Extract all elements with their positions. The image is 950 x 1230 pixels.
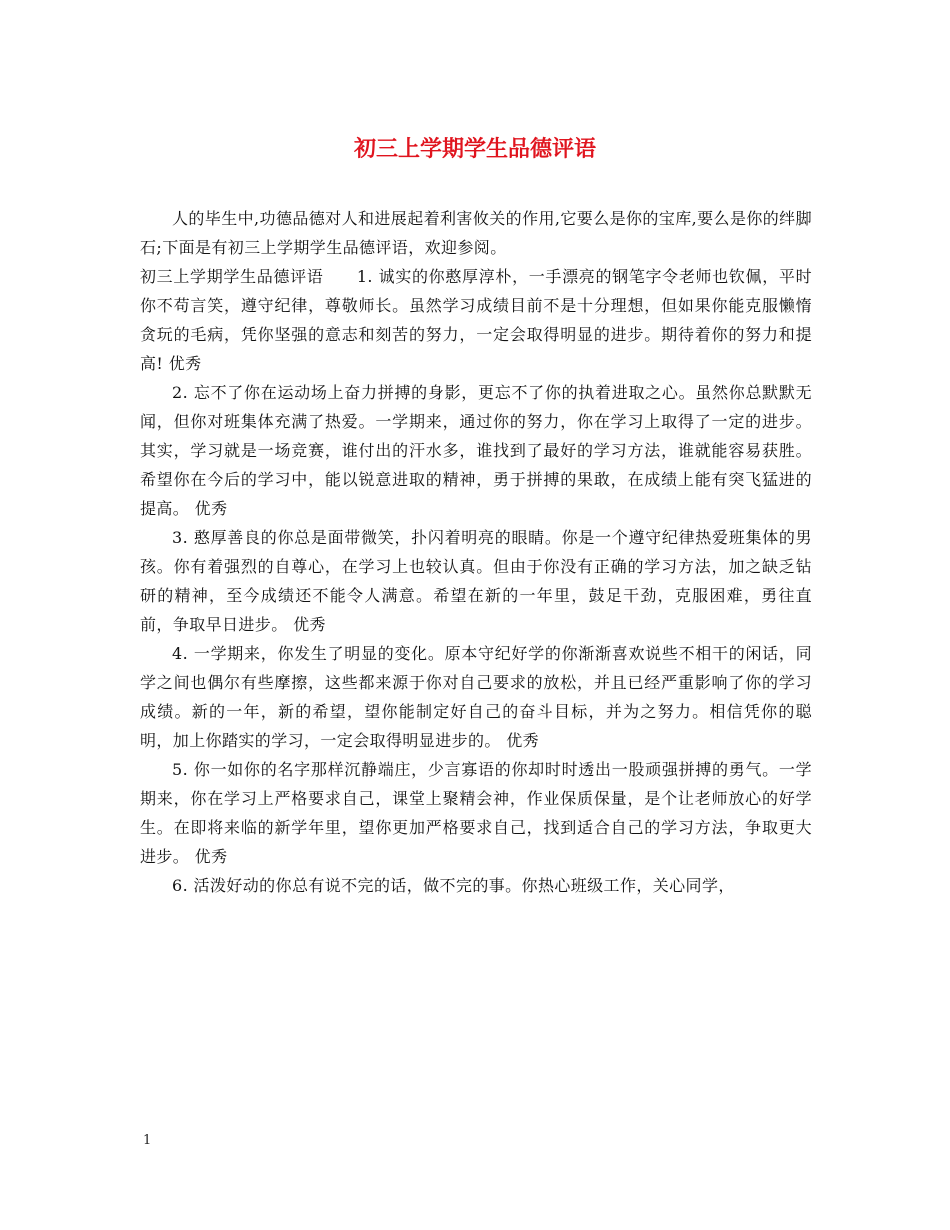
paragraph-6: 6. 活泼好动的你总有说不完的话，做不完的事。你热心班级工作，关心同学， (172, 876, 735, 895)
paragraph-4: 4. 一学期来，你发生了明显的变化。原本守纪好学的你渐渐喜欢说些不相干的闲话，同学之间也偶尔有些摩擦，这些都来源于你对自己要求的放松，并且已经严重影响了你的学习成绩。新的一年，新的希望，望你能制定好自己的奋斗目标，并为之努力。相信凭你的聪明，加上你踏实的学习，一定会取得明显进步的。 优秀 (140, 644, 812, 750)
document-title: 初三上学期学生品德评语 (353, 136, 596, 162)
document-body (140, 204, 812, 900)
paragraph-2: 2. 忘不了你在运动场上奋力拼搏的身影，更忘不了你的执着进取之心。虽然你总默默无闻，但你对班集体充满了热爱。一学期来，通过你的努力，你在学习上取得了一定的进步。其实，学习就是一场竞赛，谁付出的汗水多，谁找到了最好的学习方法，谁就能容易获胜。希望你在今后的学习中，能以锐意进取的精神，勇于拼搏的果敢，在成绩上能有突飞猛进的提高。 优秀 (140, 383, 812, 518)
paragraph-1: 初三上学期学生品德评语 1. 诚实的你憨厚淳朴，一手漂亮的钢笔字令老师也钦佩，平时你不苟言笑，遵守纪律，尊敬师长。虽然学习成绩目前不是十分理想，但如果你能克服懒惰贪玩的毛病，凭你坚强的意志和刻苦的努力，一定会取得明显的进步。期待着你的努力和提高! 优秀 (140, 267, 812, 373)
paragraph-5: 5. 你一如你的名字那样沉静端庄，少言寡语的你却时时透出一股顽强拼搏的勇气。一学期来，你在学习上严格要求自己，课堂上聚精会神，作业保质保量，是个让老师放心的好学生。在即将来临的新学年里，望你更加严格要求自己，找到适合自己的学习方法，争取更大进步。 优秀 (140, 760, 812, 866)
paragraph-3: 3. 憨厚善良的你总是面带微笑，扑闪着明亮的眼睛。你是一个遵守纪律热爱班集体的男孩。你有着强烈的自尊心，在学习上也较认真。但由于你没有正确的学习方法，加之缺乏钻研的精神，至今成绩还不能令人满意。希望在新的一年里，鼓足干劲，克服困难，勇往直前，争取早日进步。 优秀 (140, 528, 812, 634)
page-number: 1 (143, 1133, 152, 1148)
intro-paragraph: 人的毕生中,功德品德对人和进展起着利害攸关的作用,它要么是你的宝库,要么是你的绊脚石;下面是有初三上学期学生品德评语，欢迎参阅。 (140, 209, 812, 257)
